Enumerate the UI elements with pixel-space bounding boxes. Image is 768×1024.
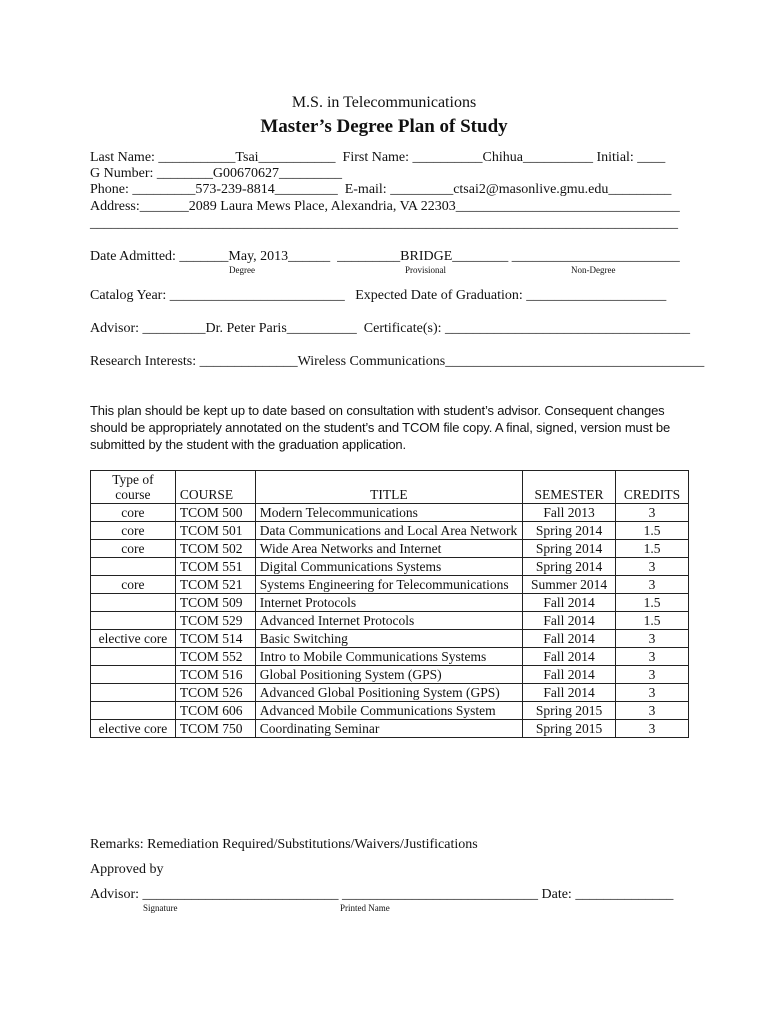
table-row (91, 594, 689, 612)
header-credits: CREDITS (616, 471, 689, 504)
cell-title: Digital Communications Systems (255, 558, 522, 576)
table-row (91, 630, 689, 648)
phone-email-field-line: Phone: _________573-239-8814_________ E-mail: _________ctsai2@masonlive.gmu.edu_________ (90, 182, 672, 197)
cell-title: Wide Area Networks and Internet (255, 540, 522, 558)
cell-semester: Fall 2014 (523, 684, 616, 702)
cell-credits: 3 (616, 576, 689, 594)
cell-course: TCOM 509 (175, 594, 255, 612)
research-interests-field-line: Research Interests: ______________Wireless Communications_____________________________________ (90, 354, 705, 369)
cell-type: core (91, 504, 176, 522)
admitted-degree-caption: Degree (229, 265, 255, 275)
cell-type: core (91, 522, 176, 540)
cell-semester: Spring 2015 (523, 720, 616, 738)
cell-semester: Fall 2014 (523, 630, 616, 648)
cell-semester: Fall 2014 (523, 648, 616, 666)
cell-title: Systems Engineering for Telecommunications (255, 576, 522, 594)
cell-semester: Summer 2014 (523, 576, 616, 594)
catalog-year-field-line: Catalog Year: _________________________ Expected Date of Graduation: ____________________ (90, 288, 667, 303)
cell-credits: 3 (616, 558, 689, 576)
header-type-of-course: Type of course (91, 471, 176, 504)
cell-credits: 1.5 (616, 540, 689, 558)
remarks-line: Remarks: Remediation Required/Substitutions/Waivers/Justifications (90, 837, 478, 852)
admitted-provisional-caption: Provisional (405, 265, 447, 275)
cell-title: Coordinating Seminar (255, 720, 522, 738)
cell-semester: Spring 2014 (523, 540, 616, 558)
approved-by-label: Approved by (90, 862, 164, 877)
printed-name-caption: Printed Name (340, 903, 390, 913)
cell-course: TCOM 502 (175, 540, 255, 558)
cell-credits: 3 (616, 720, 689, 738)
cell-semester: Spring 2014 (523, 522, 616, 540)
header-title: TITLE (255, 471, 522, 504)
cell-type (91, 684, 176, 702)
cell-course: TCOM 606 (175, 702, 255, 720)
cell-type (91, 558, 176, 576)
cell-course: TCOM 552 (175, 648, 255, 666)
advisor-field-line: Advisor: _________Dr. Peter Paris__________ Certificate(s): ___________________________________ (90, 321, 691, 336)
cell-credits: 1.5 (616, 522, 689, 540)
cell-title: Data Communications and Local Area Network (255, 522, 522, 540)
cell-semester: Fall 2014 (523, 612, 616, 630)
cell-title: Advanced Global Positioning System (GPS) (255, 684, 522, 702)
cell-credits: 1.5 (616, 612, 689, 630)
gnumber-field-line: G Number: ________G00670627_________ (90, 166, 342, 181)
course-plan-table (90, 470, 689, 738)
table-row (91, 558, 689, 576)
cell-type (91, 702, 176, 720)
cell-course: TCOM 501 (175, 522, 255, 540)
program-name: M.S. in Telecommunications (291, 94, 477, 111)
table-row (91, 540, 689, 558)
table-row (91, 576, 689, 594)
cell-course: TCOM 516 (175, 666, 255, 684)
cell-type: core (91, 576, 176, 594)
table-row (91, 522, 689, 540)
cell-credits: 3 (616, 630, 689, 648)
table-header-row (91, 471, 689, 504)
table-row (91, 720, 689, 738)
cell-credits: 3 (616, 684, 689, 702)
page-title: Master’s Degree Plan of Study (260, 116, 508, 137)
instructions-paragraph: This plan should be kept up to date based on consultation with student’s advisor. Consequent changes should be appropriately annotated on the student’s and TCOM file copy. A final, signed, version must be submitted by the student with the graduation application. (90, 403, 671, 452)
cell-credits: 3 (616, 504, 689, 522)
table-row (91, 504, 689, 522)
header-semester: SEMESTER (523, 471, 616, 504)
cell-title: Intro to Mobile Communications Systems (255, 648, 522, 666)
table-row (91, 612, 689, 630)
advisor-signature-line: Advisor: ____________________________ ____________________________ Date: ______________ (90, 887, 674, 902)
address-field-line: Address:_______2089 Laura Mews Place, Alexandria, VA 22303________________________________ (90, 199, 680, 214)
cell-type: core (91, 540, 176, 558)
address-field-line-2: ____________________________________________________________________________________ (90, 216, 678, 231)
cell-credits: 3 (616, 648, 689, 666)
cell-semester: Fall 2013 (523, 504, 616, 522)
cell-title: Advanced Internet Protocols (255, 612, 522, 630)
name-field-line: Last Name: ___________Tsai___________ First Name: __________Chihua__________ Initial: ____ (90, 150, 666, 165)
cell-semester: Fall 2014 (523, 594, 616, 612)
signature-caption: Signature (143, 903, 178, 913)
cell-course: TCOM 521 (175, 576, 255, 594)
cell-credits: 3 (616, 702, 689, 720)
cell-course: TCOM 551 (175, 558, 255, 576)
cell-title: Modern Telecommunications (255, 504, 522, 522)
cell-course: TCOM 526 (175, 684, 255, 702)
cell-type (91, 594, 176, 612)
cell-type: elective core (91, 720, 176, 738)
cell-credits: 3 (616, 666, 689, 684)
cell-course: TCOM 500 (175, 504, 255, 522)
cell-type (91, 612, 176, 630)
cell-semester: Fall 2014 (523, 666, 616, 684)
cell-title: Advanced Mobile Communications System (255, 702, 522, 720)
cell-type (91, 648, 176, 666)
table-row (91, 684, 689, 702)
cell-type (91, 666, 176, 684)
header-course: COURSE (175, 471, 255, 504)
admitted-nondegree-caption: Non-Degree (571, 265, 616, 275)
cell-type: elective core (91, 630, 176, 648)
cell-course: TCOM 750 (175, 720, 255, 738)
cell-course: TCOM 529 (175, 612, 255, 630)
cell-title: Global Positioning System (GPS) (255, 666, 522, 684)
cell-title: Basic Switching (255, 630, 522, 648)
date-admitted-field-line: Date Admitted: _______May, 2013______ _________BRIDGE________ ________________________ (90, 249, 680, 264)
cell-semester: Spring 2014 (523, 558, 616, 576)
table-row (91, 702, 689, 720)
table-row (91, 648, 689, 666)
table-row (91, 666, 689, 684)
cell-credits: 1.5 (616, 594, 689, 612)
cell-course: TCOM 514 (175, 630, 255, 648)
cell-title: Internet Protocols (255, 594, 522, 612)
cell-semester: Spring 2015 (523, 702, 616, 720)
